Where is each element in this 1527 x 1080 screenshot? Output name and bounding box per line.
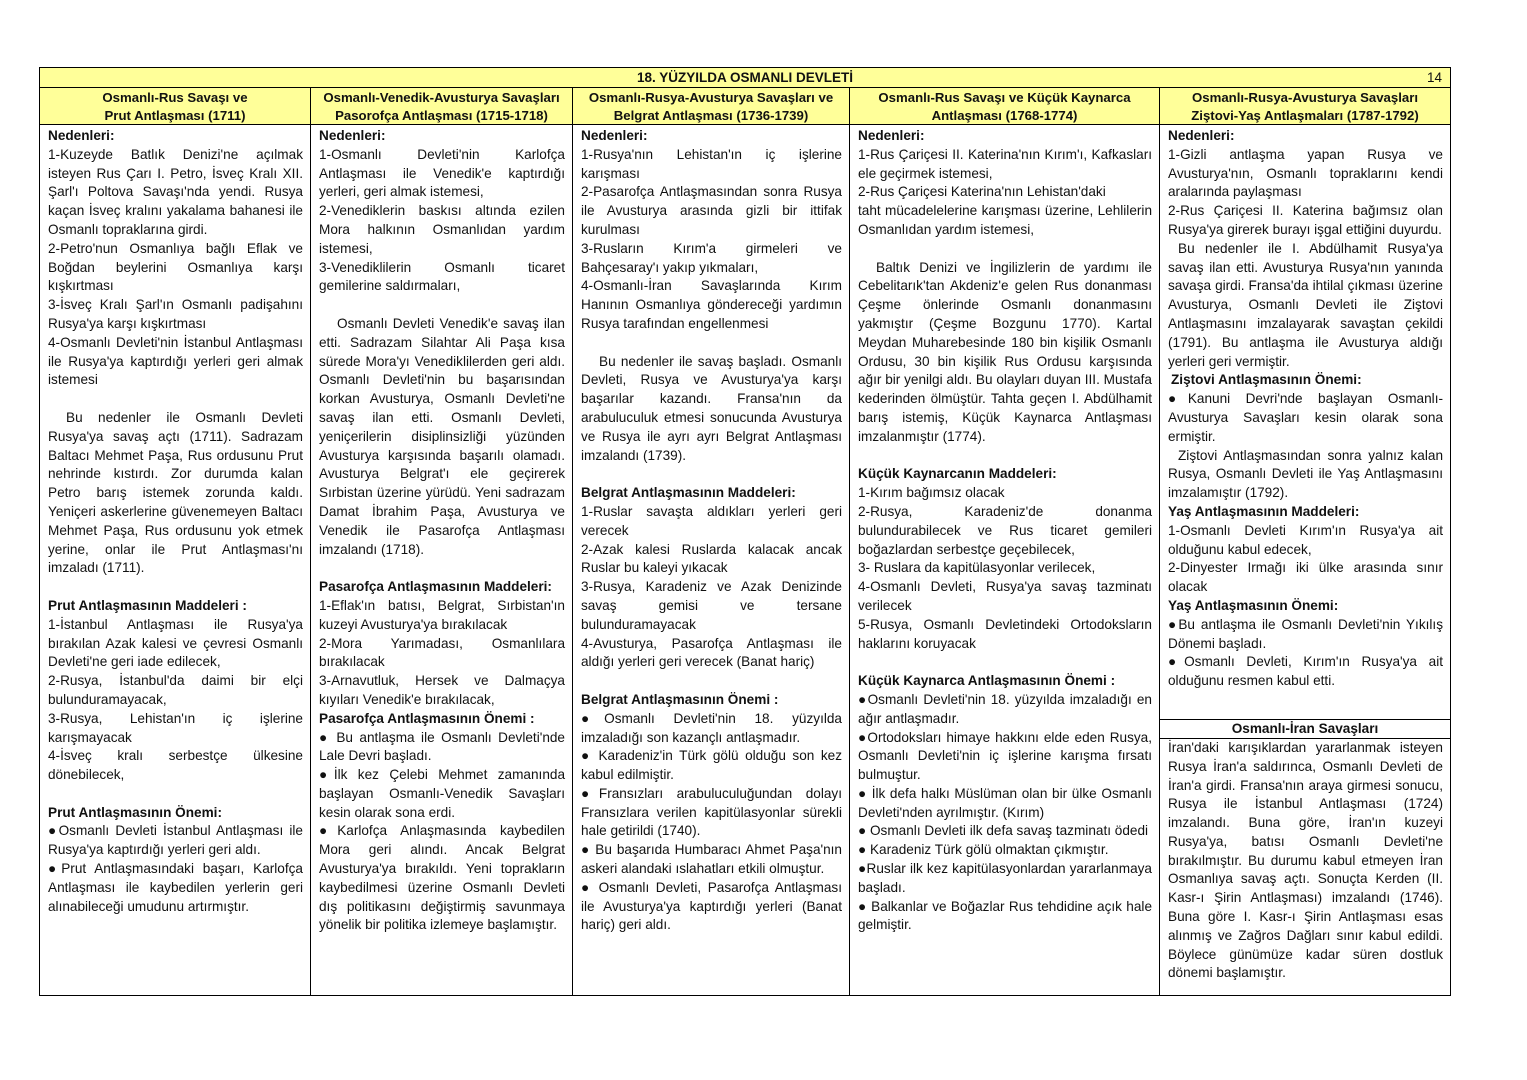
section-heading: Belgrat Antlaşmasının Maddeleri: xyxy=(581,485,796,501)
paragraph: 1-Rus Çariçesi II. Katerina'nın Kırım'ı, Kafkasları ele geçirmek istemesi, xyxy=(858,146,1152,181)
paragraph: 4-Osmanlı Devleti, Rusya'ya savaş tazminatı verilecek xyxy=(858,579,1152,613)
section-heading: Belgrat Antlaşmasının Önemi : xyxy=(581,691,779,707)
paragraph: 3- Ruslara da kapitülasyonlar verilecek, xyxy=(858,560,1096,576)
paragraph: ● Karadeniz'in Türk gölü olduğu son kez kabul edilmiştir. xyxy=(581,748,842,783)
column-body xyxy=(573,125,849,935)
paragraph: 2-Azak kalesi Ruslarda kalacak ancak Ruslar bu kaleyi yıkacak xyxy=(581,541,842,576)
paragraph: 1-Kuzeyde Batlık Denizi'ne açılmak isteyen Rus Çarı I. Petro, İsveç Kralı XII. Şarl'ı Poltova Savaşı'nda yendi. Rusya kaçan İsveç kralını yakalama bahanesi ile Osmanlı topraklarına girdi. xyxy=(48,146,303,237)
paragraph: 2-Dinyester Irmağı iki ülke arasında sınır olacak xyxy=(1168,560,1443,595)
column-header-line1: Osmanlı-Rusya-Avusturya Savaşları ve xyxy=(588,90,834,105)
iran-paragraph: İran'daki karışıklardan yararlanmak isteyen Rusya İran'a saldırınca, Osmanlı Devleti de İran'a girdi. Fransa'nın araya girmesi sonucu, Rusya ile İstanbul Antlaşması (1724) imzalandı. Buna göre, İran'ın kuzeyi Rusya'ya, batısı Osmanlı Devleti'ne bırakılmıştır. Bu durumu kabul etmeyen İran Osmanlıya savaş açtı. Sonuçta Kerden (II. Kasr-ı Şirin Antlaşması) imzalandı (1746). Buna göre I. Kasr-ı Şirin Antlaşması esas alınmış ve Zağros Dağları sınır kabul edildi. Böylece günümüze kadar süren dostluk dönemi başlamıştır. xyxy=(1168,739,1443,981)
column-belgrat xyxy=(573,88,850,995)
paragraph: 3-Arnavutluk, Hersek ve Dalmaçya kıyıları Venedik'e bırakılacak, xyxy=(319,673,565,707)
paragraph: 4-Osmanlı-İran Savaşlarında Kırım Hanının Osmanlıya göndereceği yardımın Rusya tarafından engellenmesi xyxy=(581,278,842,331)
column-header xyxy=(850,88,1159,125)
section-heading: Pasarofça Antlaşmasının Maddeleri: xyxy=(319,579,552,595)
paragraph: ●Osmanlı Devleti, Kırım'ın Rusya'ya ait olduğunu resmen kabul etti. xyxy=(1168,654,1443,689)
paragraph: 1-İstanbul Antlaşması ile Rusya'ya bırakılan Azak kalesi ve çevresi Osmanlı Devleti'ne geri iade edilecek, xyxy=(48,616,303,670)
paragraph: 2-Rus Çariçesi II. Katerina bağımsız olan Rusya'ya girerek burayı işgal ettiğini duyurdu. xyxy=(1168,203,1443,237)
paragraph: 3-İsveç Kralı Şarl'ın Osmanlı padişahını Rusya'ya karşı kışkırtması xyxy=(48,297,303,331)
paragraph: 1-Kırım bağımsız olacak xyxy=(858,485,1005,501)
paragraph: ●Karlofça Anlaşmasında kaybedilen Mora geri alındı. Ancak Belgrat Avusturya'ya bırakıldı. Yeni toprakların kaybedilmesi üzerine Osmanlı Devleti dış politikasını değiştirmiş savunmaya yönelik bir politika izlemeye başlamıştır. xyxy=(319,823,565,933)
paragraph: ●Osmanlı Devleti'nin 18. yüzyılda imzaladığı en ağır antlaşmadır. xyxy=(858,691,1152,726)
paragraph: 2-Rus Çariçesi Katerina'nın Lehistan'daki xyxy=(858,184,1106,200)
column-body xyxy=(1160,125,1450,983)
paragraph: 4-İsveç kralı serbestçe ülkesine dönebilecek, xyxy=(48,748,303,783)
paragraph: ● Karadeniz Türk gölü olmaktan çıkmıştır. xyxy=(858,842,1109,858)
paragraph: 2-Pasarofça Antlaşmasından sonra Rusya ile Avusturya arasında gizli bir ittifak kurulması xyxy=(581,184,842,237)
column-header xyxy=(311,88,572,125)
paragraph: 2-Petro'nun Osmanlıya bağlı Eflak ve Boğdan beylerini Osmanlıya karşı kışkırtması xyxy=(48,240,303,294)
paragraph: 2-Rusya, İstanbul'da daimi bir elçi bulunduramayacak, xyxy=(48,673,303,707)
paragraph: Baltık Denizi ve İngilizlerin de yardımı ile Cebelitarık'tan Akdeniz'e gelen Rus donanması Çeşme önlerinde Osmanlı donanmasını yakmıştır (Çeşme Bozgunu 1770). Kartal Meydan Muharebesinde 180 bin kişilik Osmanlı Ordusu, 30 bin kişilik Rus Ordusu karşısında ağır bir yenilgi aldı. Bu olayları duyan III. Mustafa kederinden ölmüştür. Tahta geçen I. Abdülhamit barış istemiş, Küçük Kaynarca Antlaşması imzalanmıştır (1774). xyxy=(858,259,1152,444)
columns xyxy=(40,88,1450,995)
paragraph: ● Balkanlar ve Boğazlar Rus tehdidine açık hale gelmiştir. xyxy=(858,898,1152,933)
column-header-line1: Osmanlı-Rusya-Avusturya Savaşları xyxy=(1192,90,1418,105)
column-header-line1: Osmanlı-Rus Savaşı ve xyxy=(102,90,248,105)
paragraph: ●Kanuni Devri'nde başlayan Osmanlı-Avusturya Savaşları kesin olarak sona ermiştir. xyxy=(1168,391,1443,444)
paragraph: 5-Rusya, Osmanlı Devletindeki Ortodoksların haklarını koruyacak xyxy=(858,616,1152,651)
paragraph: ● İlk defa halkı Müslüman olan bir ülke Osmanlı Devleti'nden ayrılmıştır. (Kırım) xyxy=(858,785,1152,820)
column-header-line2: Prut Antlaşması (1711) xyxy=(104,107,246,123)
iran-section-title: Osmanlı-İran Savaşları xyxy=(1160,719,1450,739)
column-kucuk-kaynarca xyxy=(850,88,1160,995)
column-header xyxy=(1160,88,1450,125)
column-header-line2: Belgrat Antlaşması (1736-1739) xyxy=(613,107,809,123)
paragraph: 4-Avusturya, Pasarofça Antlaşması ile aldığı yerleri geri verecek (Banat hariç) xyxy=(581,635,842,670)
section-heading: Prut Antlaşmasının Önemi: xyxy=(48,804,222,820)
column-pasarofca xyxy=(311,88,573,995)
column-body xyxy=(40,125,310,916)
paragraph: Bu nedenler ile savaş başladı. Osmanlı Devleti, Rusya ve Avusturya'ya karşı başarılar kazandı. Fransa'nın da arabuluculuk etmesi sonucunda Avusturya ve Rusya ile ayrı ayrı Belgrat Antlaşması imzalandı (1739). xyxy=(581,353,842,463)
column-prut xyxy=(40,88,311,995)
paragraph: ● Bu başarıda Humbaracı Ahmet Paşa'nın askeri alandaki ıslahatları etkili olmuştur. xyxy=(581,842,842,877)
paragraph: 3-Rusların Kırım'a girmeleri ve Bahçesaray'ı yakıp yıkmaları, xyxy=(581,240,842,275)
table-title: 18. YÜZYILDA OSMANLI DEVLETİ xyxy=(636,70,854,85)
section-heading: Nedenleri: xyxy=(581,128,648,143)
column-header-line2: Pasorofça Antlaşması (1715-1718) xyxy=(335,107,548,123)
paragraph: 2-Mora Yarımadası, Osmanlılara bırakılacak xyxy=(319,635,565,670)
paragraph: 1-Eflak'ın batısı, Belgrat, Sırbistan'ın kuzeyi Avusturya'ya bırakılacak xyxy=(319,597,565,632)
paragraph: taht mücadelelerine karışması üzerine, Lehlilerin Osmanlıdan yardım istemesi, xyxy=(858,203,1152,237)
section-heading: Pasarofça Antlaşmasının Önemi : xyxy=(319,710,535,726)
paragraph: ●Prut Antlaşmasındaki başarı, Karlofça Antlaşması ile kaybedilen yerlerin geri alınabileceği umudunu artırmıştır. xyxy=(48,861,303,914)
column-header xyxy=(573,88,849,125)
paragraph: 3-Rusya, Karadeniz ve Azak Denizinde savaş gemisi ve tersane bulunduramayacak xyxy=(581,579,842,632)
paragraph: 1-Osmanlı Devleti Kırım'ın Rusya'ya ait olduğunu kabul edecek, xyxy=(1168,522,1443,557)
column-body xyxy=(311,125,572,935)
paragraph: ●İlk kez Çelebi Mehmet zamanında başlayan Osmanlı-Venedik Savaşları kesin olarak sona erdi. xyxy=(319,767,565,820)
section-heading: Prut Antlaşmasının Maddeleri : xyxy=(48,597,247,613)
paragraph: 2-Venediklerin baskısı altında ezilen Mora halkının Osmanlıdan yardım istemesi, xyxy=(319,203,565,256)
column-body xyxy=(850,125,1159,935)
section-heading: Yaş Antlaşmasının Önemi: xyxy=(1168,597,1339,613)
paragraph: ●Bu antlaşma ile Osmanlı Devleti'nin Yıkılış Dönemi başladı. xyxy=(1168,616,1443,651)
paragraph: ●Ruslar ilk kez kapitülasyonlardan yararlanmaya başladı. xyxy=(858,861,1152,895)
paragraph: ● Osmanlı Devleti, Pasarofça Antlaşması ile Avusturya'ya kaptırdığı yerleri (Banat hariç) geri aldı. xyxy=(581,879,842,933)
paragraph: ●Ortodoksları himaye hakkını elde eden Rusya, Osmanlı Devleti'nin iç işlerine karışma fırsatı bulmuştur. xyxy=(858,729,1152,783)
section-heading: Yaş Antlaşmasının Maddeleri: xyxy=(1168,503,1360,519)
history-summary-table xyxy=(39,67,1451,996)
column-header-line2: Antlaşması (1768-1774) xyxy=(931,107,1078,123)
paragraph: 2-Rusya, Karadeniz'de donanma bulundurabilecek ve Rus ticaret gemileri boğazlardan serbestçe geçebilecek, xyxy=(858,503,1152,557)
paragraph: ●Osmanlı Devleti'nin 18. yüzyılda imzaladığı son kazançlı antlaşmadır. xyxy=(581,710,842,745)
section-heading: Küçük Kaynarca Antlaşmasının Önemi : xyxy=(858,673,1116,689)
section-heading: Nedenleri: xyxy=(858,128,925,143)
column-header xyxy=(40,88,310,125)
paragraph: ● Osmanlı Devleti ilk defa savaş tazminatı ödedi xyxy=(858,823,1149,839)
paragraph: ●Fransızları arabuluculuğundan dolayı Fransızlara verilen kapitülasyonlar sürekli hale getirildi (1740). xyxy=(581,785,842,839)
page-number: 14 xyxy=(1426,70,1442,85)
paragraph: Osmanlı Devleti Venedik'e savaş ilan etti. Sadrazam Silahtar Ali Paşa kısa sürede Mora'yı Venediklilerden geri aldı. Osmanlı Devleti'nin bu başarısından korkan Avusturya, Osmanlı Devleti'ne savaş ilan etti. Osmanlı Devleti, yeniçerilerin disiplinsizliği yüzünden Avusturya karşısında başarılı olamadı. Avusturya Belgrat'ı ele geçirerek Sırbistan üzerine yürüdü. Yeni sadrazam Damat İbrahim Paşa, Avusturya ve Venedik ile Pasarofça Antlaşması imzalandı (1718). xyxy=(319,315,565,557)
section-heading: Ziştovi Antlaşmasının Önemi: xyxy=(1171,372,1362,388)
column-zistovi-yas xyxy=(1160,88,1450,995)
paragraph: 1-Ruslar savaşta aldıkları yerleri geri verecek xyxy=(581,503,842,538)
table-title-row xyxy=(40,68,1450,88)
paragraph: 3-Rusya, Lehistan'ın iç işlerine karışmayacak xyxy=(48,710,303,745)
paragraph: 1-Rusya'nın Lehistan'ın iç işlerine karışması xyxy=(581,146,842,181)
paragraph: Ziştovi Antlaşmasından sonra yalnız kalan Rusya, Osmanlı Devleti ile Yaş Antlaşmasını imzalamıştır (1792). xyxy=(1168,447,1443,501)
paragraph: Bu nedenler ile Osmanlı Devleti Rusya'ya savaş açtı (1711). Sadrazam Baltacı Mehmet Paşa, Rus ordusunu Prut nehrinde kıstırdı. Zor durumda kalan Petro barış istemek zorunda kaldı. Yeniçeri askerlerine güvenemeyen Baltacı Mehmet Paşa, Rus ordusunu yok etmek yerine, onlar ile Prut Antlaşması'nı imzaladı (1711). xyxy=(48,409,303,576)
section-heading: Küçük Kaynarcanın Maddeleri: xyxy=(858,466,1057,482)
paragraph: 1-Gizli antlaşma yapan Rusya ve Avusturya'nın, Osmanlı topraklarını kendi aralarında paylaşması xyxy=(1168,146,1443,200)
paragraph: 1-Osmanlı Devleti'nin Karlofça Antlaşması ile Venedik'e kaptırdığı yerleri, geri almak istemesi, xyxy=(319,146,565,200)
paragraph: Bu nedenler ile I. Abdülhamit Rusya'ya savaş ilan etti. Avusturya Rusya'nın yanında savaşa girdi. Fransa'da ihtilal çıkması üzerine Avusturya, Osmanlı Devleti ile Ziştovi Antlaşmasını imzalayarak savaştan çekildi (1791). Bu antlaşma ile Avusturya aldığı yerleri geri vermiştir. xyxy=(1168,240,1443,369)
section-heading: Nedenleri: xyxy=(1168,128,1235,143)
column-header-line1: Osmanlı-Venedik-Avusturya Savaşları xyxy=(323,90,560,105)
paragraph: 3-Venediklilerin Osmanlı ticaret gemilerine saldırmaları, xyxy=(319,259,565,294)
paragraph: 4-Osmanlı Devleti'nin İstanbul Antlaşması ile Rusya'ya kaptırdığı yerleri geri almak istemesi xyxy=(48,334,303,388)
column-header-line1: Osmanlı-Rus Savaşı ve Küçük Kaynarca xyxy=(878,90,1131,105)
paragraph: ●Osmanlı Devleti İstanbul Antlaşması ile Rusya'ya kaptırdığı yerleri geri aldı. xyxy=(48,823,303,858)
section-heading: Nedenleri: xyxy=(319,128,386,143)
column-header-line2: Ziştovi-Yaş Antlaşmaları (1787-1792) xyxy=(1191,107,1419,123)
section-heading: Nedenleri: xyxy=(48,128,115,143)
paragraph: ● Bu antlaşma ile Osmanlı Devleti'nde Lale Devri başladı. xyxy=(319,729,565,764)
